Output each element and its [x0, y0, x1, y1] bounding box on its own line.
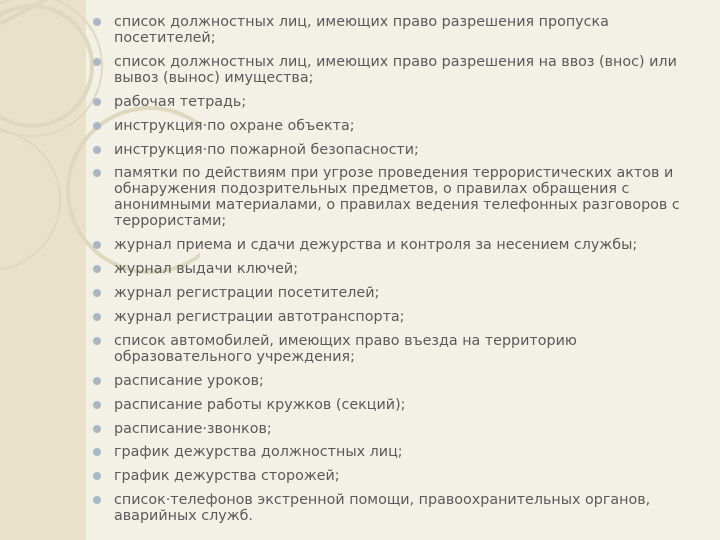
list-item [90, 397, 702, 413]
decor-ring-lower [0, 130, 60, 270]
list-item-text: инструкция·по пожарной безопасности; [114, 141, 419, 158]
list-item [90, 54, 702, 86]
bullet-icon [93, 289, 101, 297]
bullet-icon [93, 313, 101, 321]
list-item [90, 118, 702, 134]
list-item-text: график дежурства сторожей; [114, 468, 340, 485]
list-item [90, 285, 702, 301]
document-list [90, 14, 702, 532]
list-item-text: список автомобилей, имеющих право въезда на территорию образовательного учреждения; [114, 332, 577, 365]
bullet-icon [93, 425, 101, 433]
bullet-icon [93, 146, 101, 154]
decor-ring-outer [0, 0, 102, 136]
bullet-icon [93, 58, 101, 66]
list-item [90, 333, 702, 365]
bullet-icon [93, 265, 101, 273]
list-item [90, 309, 702, 325]
list-item [90, 237, 702, 253]
list-item [90, 261, 702, 277]
list-item [90, 421, 702, 437]
bullet-icon [93, 122, 101, 130]
list-item-text: расписание работы кружков (секций); [114, 396, 406, 413]
list-item-text: журнал регистрации посетителей; [114, 285, 380, 302]
list-item [90, 94, 702, 110]
bullet-icon [93, 98, 101, 106]
bullet-icon [93, 448, 101, 456]
list-item [90, 468, 702, 484]
bullet-icon [93, 337, 101, 345]
list-item-text: журнал выдачи ключей; [114, 261, 299, 278]
bullet-icon [93, 472, 101, 480]
list-item [90, 14, 702, 46]
bullet-icon [93, 169, 101, 177]
list-item-text: рабочая тетрадь; [114, 93, 247, 110]
list-item-text: памятки по действиям при угрозе проведения террористических актов и обнаружения подозрительных предметов, о правилах обращения с анонимными материалами, о правилах ведения телефонных разговоров с террористами; [114, 165, 680, 230]
bullet-icon [93, 401, 101, 409]
list-item [90, 492, 702, 524]
bullet-icon [93, 496, 101, 504]
list-item-text: список должностных лиц, имеющих право разрешения на ввоз (внос) или вывоз (вынос) имущества; [114, 53, 677, 86]
list-item-text: журнал регистрации автотранспорта; [114, 309, 405, 326]
list-item-text: инструкция·по охране объекта; [114, 117, 355, 134]
list-item-text: список должностных лиц, имеющих право разрешения пропуска посетителей; [114, 14, 609, 46]
decor-ring-large [0, 6, 92, 126]
list-item [90, 444, 702, 460]
list-item-text: расписание·звонков; [114, 420, 272, 437]
list-item-text: расписание уроков; [114, 372, 264, 389]
list-item-text: график дежурства должностных лиц; [114, 444, 403, 461]
list-item [90, 165, 702, 229]
list-item [90, 373, 702, 389]
list-item-text: журнал приема и сдачи дежурства и контроля за несением службы; [114, 237, 638, 254]
bullet-icon [93, 377, 101, 385]
list-item-text: список·телефонов экстренной помощи, правоохранительных органов, аварийных служб. [114, 492, 651, 525]
list-item [90, 142, 702, 158]
bullet-icon [93, 18, 101, 26]
bullet-icon [93, 241, 101, 249]
